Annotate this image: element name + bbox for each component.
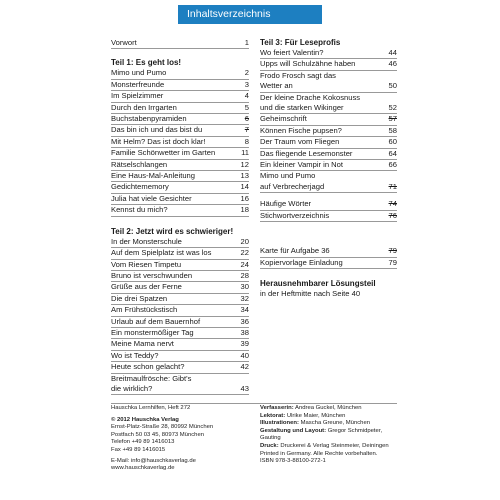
part3-heading: Teil 3: Für Leseprofis — [260, 38, 341, 47]
part2-heading: Teil 2: Jetzt wird es schwieriger! — [111, 226, 234, 236]
toc-entry[interactable]: Das bin ich und das bist du 7 — [111, 125, 249, 136]
toc-entry[interactable]: Rätselschlangen 12 — [111, 160, 249, 171]
toc-entry[interactable]: Häufige Wörter 74 — [260, 199, 397, 210]
toc-entry[interactable]: Mimo und Pumo 2 — [111, 68, 249, 79]
toc-entry[interactable]: Meine Mama nervt 39 — [111, 339, 249, 350]
toc-entry[interactable]: Ein monstermößiger Tag 38 — [111, 328, 249, 339]
solutions-text: in der Heftmitte nach Seite 40 — [260, 288, 361, 298]
toc-entry[interactable]: Breitmaulfrösche: Gibt's — [111, 373, 192, 383]
toc-entry[interactable]: Der kleine Drache Kokosnuss — [260, 92, 361, 102]
part2-list — [111, 237, 249, 396]
toc-entry[interactable]: Am Frühstückstisch 34 — [111, 305, 249, 316]
extra-list — [260, 199, 397, 222]
toc-entry[interactable]: Buchstabenpyramiden 6 — [111, 114, 249, 125]
toc-entry[interactable]: Wetter an 50 — [260, 81, 397, 92]
toc-entry[interactable]: Familie Schönwetter im Garten 11 — [111, 148, 249, 159]
toc-entry[interactable]: Mit Helm? Das ist doch klar! 8 — [111, 137, 249, 148]
toc-entry[interactable]: Urlaub auf dem Bauernhof 36 — [111, 317, 249, 328]
toc-entry[interactable]: Kennst du mich? 18 — [111, 205, 249, 216]
toc-entry[interactable]: Upps will Schulzähne haben 46 — [260, 59, 397, 70]
website-link[interactable]: www.hauschkaverlag.de — [111, 465, 175, 472]
toc-entry[interactable]: Durch den Irrgarten 5 — [111, 103, 249, 114]
toc-entry[interactable]: auf Verbrecherjagd 71 — [260, 182, 397, 193]
toc-entry[interactable]: Monsterfreunde 3 — [111, 80, 249, 91]
email-link[interactable]: E-Mail: info@hauschkaverlag.de — [111, 457, 196, 464]
toc-entry[interactable]: Heute schon gelacht? 42 — [111, 362, 249, 373]
toc-entry[interactable]: Auf dem Spielplatz ist was los 22 — [111, 248, 249, 259]
toc-entry[interactable]: Die drei Spatzen 32 — [111, 294, 249, 305]
toc-entry[interactable]: Julia hat viele Gesichter 16 — [111, 194, 249, 205]
toc-entry[interactable]: Im Spielzimmer 4 — [111, 91, 249, 102]
footer-right: Verfasserin: Andrea Guckel, München Lektorat: Ulrike Maier, München Illustrationen: Mascha Greune, München Gestaltung und Layout: Gregor Schmidpeter, Gauting Druck: Druckerei & Verlag Steinmeier, Deiningen Printed in Germany. Alle Rechte vorbehalten. ISBN 978-3-88100-272-1 — [260, 405, 389, 465]
toc-entry[interactable]: Wo feiert Valentin? 44 — [260, 48, 397, 59]
toc-entry[interactable]: und die starken Wikinger 52 — [260, 103, 397, 114]
toc-entry[interactable]: Stichwortverzeichnis 76 — [260, 211, 397, 222]
toc-entry[interactable]: Eine Haus-Mal-Anleitung 13 — [111, 171, 249, 182]
toc-entry[interactable]: Gedichtememory 14 — [111, 182, 249, 193]
toc-header — [178, 5, 322, 24]
toc-entry[interactable]: In der Monsterschule 20 — [111, 237, 249, 248]
toc-entry[interactable]: Karte für Aufgabe 36 79 — [260, 246, 397, 257]
extra2-list — [260, 246, 397, 269]
toc-entry[interactable]: Grüße aus der Ferne 30 — [111, 282, 249, 293]
part1-list — [111, 68, 249, 216]
toc-entry[interactable]: Wo ist Teddy? 40 — [111, 351, 249, 362]
toc-entry[interactable]: Vorwort 1 — [111, 38, 249, 49]
toc-entry[interactable]: Ein kleiner Vampir in Not 66 — [260, 160, 397, 171]
toc-entry[interactable]: Vom Riesen Timpetu 24 — [111, 260, 249, 271]
toc-entry[interactable]: Der Traum vom Fliegen 60 — [260, 137, 397, 148]
left-column — [111, 38, 249, 395]
right-column — [260, 38, 397, 299]
footer-left: Hauschka Lernhilfen, Heft 272 © 2012 Hauschka Verlag Ernst-Platz-Straße 28, 80992 München Postfach 50 03 45, 80973 München Telefon +49 89 1416013 Fax +49 89 1416015 E-Mail: info@hauschkaverlag.de www.hauschkaverlag.de — [111, 405, 241, 473]
toc-entry[interactable]: Das fliegende Lesemonster 64 — [260, 149, 397, 160]
part1-heading: Teil 1: Es geht los! — [111, 58, 182, 68]
toc-entry[interactable]: Bruno ist verschwunden 28 — [111, 271, 249, 282]
toc-entry[interactable]: Geheimschrift 57 — [260, 114, 397, 125]
toc-entry[interactable]: Frodo Frosch sagt das — [260, 70, 336, 80]
footer-divider — [111, 403, 397, 404]
toc-entry[interactable]: Kopiervorlage Einladung 79 — [260, 258, 397, 269]
toc-entry[interactable]: Können Fische pupsen? 58 — [260, 126, 397, 137]
toc-entry[interactable]: die wirklich? 43 — [111, 384, 249, 395]
toc-entry[interactable]: Mimo und Pumo — [260, 171, 316, 181]
part3-list — [260, 48, 397, 193]
solutions-heading: Herausnehmbarer Lösungsteil — [260, 278, 376, 288]
toc-title: Inhaltsverzeichnis — [187, 8, 271, 20]
